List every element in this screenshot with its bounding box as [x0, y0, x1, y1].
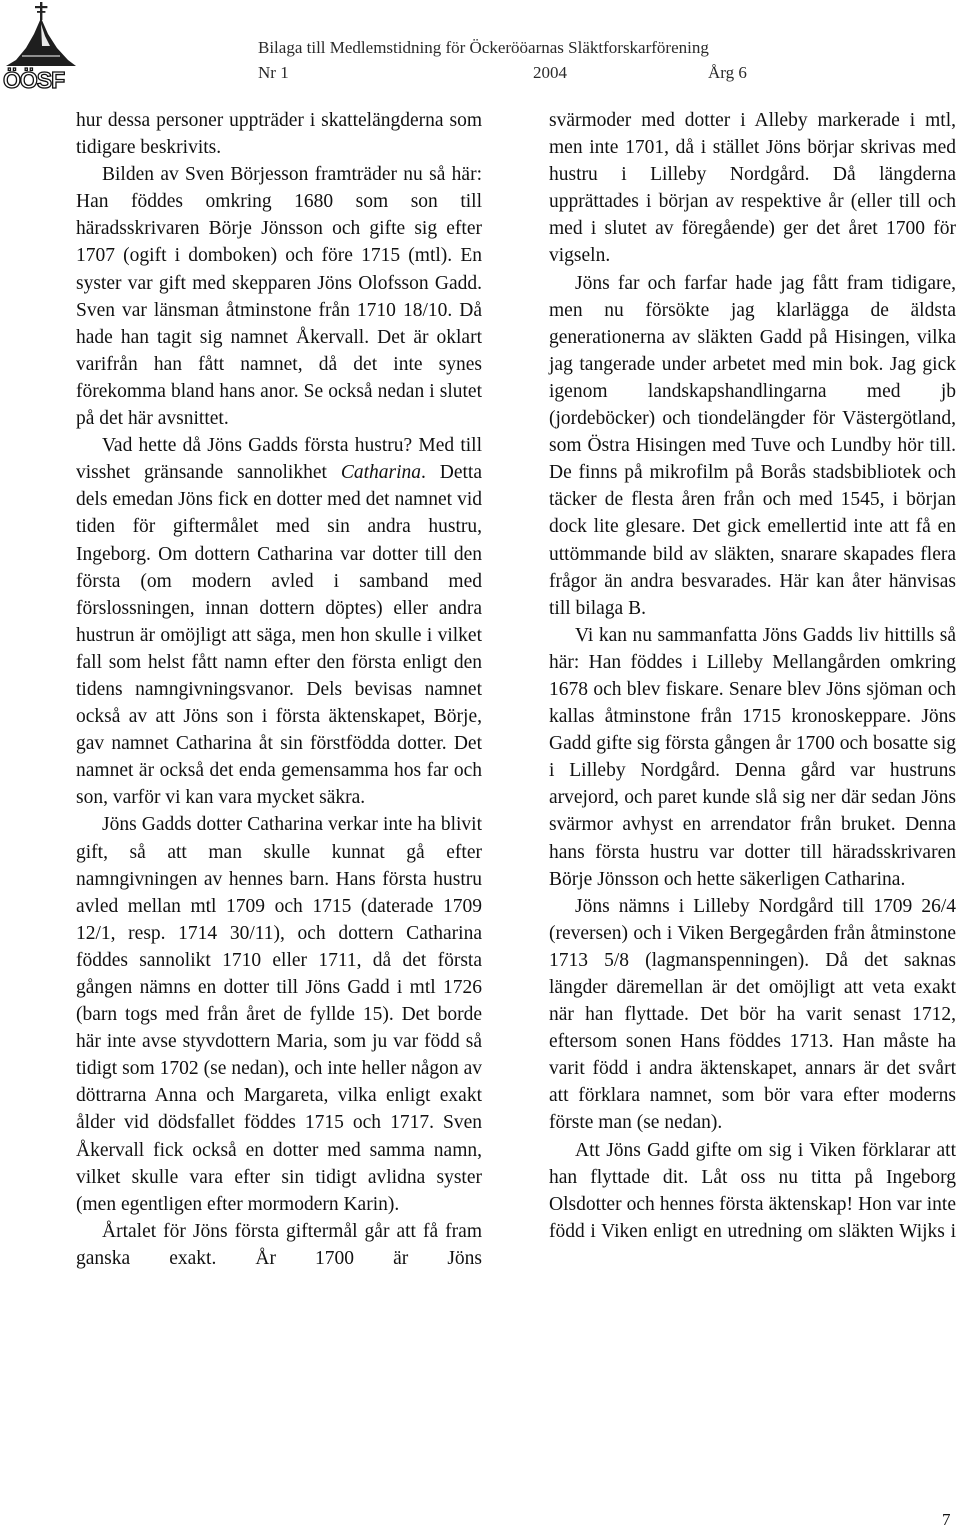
paragraph: Jöns nämns i Lilleby Nordgård till 1709 26/4 (reversen) och i Viken Bergegården från åtminstone 1713 5/8 (lagmanspenningen). Då det saknas längder däremellan är det omöjligt att veta exakt när han flyttade. Det bör ha varit senast 1712, eftersom sonen Hans föddes 1713. Han måste ha varit född i andra äktenskapet, annars är det svårt att förklara namnet, som bör vara efter moderns förste man (se nedan). — [549, 895, 956, 1134]
society-logo — [2, 0, 80, 98]
paragraph — [76, 432, 482, 811]
paragraph: Jöns far och farfar hade jag fått fram tidigare, men nu försökte jag klarlägga de äldsta generationerna av släkten Gadd på Hisingen, vilka jag tangerade under arbetet med min bok. Jag gick igenom landskapshandlingarna med jb (jordeböcker) och tiondelängder för Västergötland, som Östra Hisingen med Tuve och Lundby hör till. De finns på mikrofilm på Borås stadsbibliotek och täcker de flesta åren från och med 1545, i början dock lite glesare. Det gick emellertid inte att få en uttömmande bild av släkten, snarare skapades flera frågor än andra besvarades. Här kan åter hänvisas till bilaga B. — [549, 272, 956, 619]
left-column — [76, 107, 482, 1272]
society-logo-icon — [2, 0, 80, 98]
paragraph: Att Jöns Gadd gifte om sig i Viken förklarar att han flyttade dit. Låt oss nu titta på Ingeborg Olsdotter och hennes första äktenskap! Hon var inte född i Viken enligt en utredning om släkten Wijks i — [549, 1139, 956, 1242]
paragraph: Jöns Gadds dotter Catharina verkar inte ha blivit gift, så att man skulle kunnat gå efter namngivningen av hennes barn. Hans första hustru avled mellan mtl 1709 och 1715 (daterade 1709 12/1, resp. 1714 30/11), och dottern Catharina föddes sannolikt 1710 eller 1711, då det första gången nämns en dotter till Jöns Gadd i mtl 1726 (barn togs med från året de fyllde 15). Det borde här inte avse styvdottern Maria, som ju var född så tidigt som 1702 (se nedan), och inte heller någon av döttrarna Anna och Margareta, vilka enligt exakt ålder vid dödsfallet föddes 1715 och 1717. Sven Åkervall fick också en dotter med samma namn, vilket skulle vara efter sin tidigt avlidna syster (men egentligen efter mormodern Karin). — [76, 814, 482, 1215]
issue-number: Nr 1 — [258, 63, 289, 82]
paragraph-text: . Detta dels emedan Jöns fick en dotter med det namnet vid tiden för giftermålet med sin andra hustru, Ingeborg. Om dottern Catharina var dotter till den första (om modern avled i samband med förslossningen, innan dottern döptes) eller andra hustrun är omöjligt att säga, men hon skulle i vilket fall som helst fått namn efter den första enligt den tidens namngivningsvanor. Dels bevisas namnet också av att Jöns son i första äktenskapet, Börje, gav namnet Catharina åt sin förstfödda dotter. Det namnet är också det enda gemensamma hos far och son, varför vi kan vara mycket säkra. — [76, 462, 482, 809]
right-column — [549, 107, 956, 1245]
paragraph: hur dessa personer uppträder i skattelängderna som tidigare beskrivits. — [76, 110, 482, 159]
bulletin-title: Bilaga till Medlemstidning för Öckerööarnas Släktforskarförening — [258, 38, 709, 57]
emphasized-name: Catharina — [340, 462, 421, 484]
svg-text:ÖÖSF: ÖÖSF — [3, 67, 65, 93]
paragraph: Årtalet för Jöns första giftermål går att få fram ganska exakt. År 1700 är Jöns — [76, 1220, 482, 1269]
page-number: 7 — [942, 1510, 951, 1529]
paragraph: Vi kan nu sammanfatta Jöns Gadds liv hittills så här: Han föddes i Lilleby Mellangården omkring 1678 och blev fiskare. Senare blev Jöns sjöman och kallas åtminstone från 1715 kronoskeppare. Jöns Gadd gifte sig första gången år 1700 och bosatte sig i Lilleby Nordgård. Denna gård var hustruns arvejord, och paret kunde slå sig ner där sedan Jöns svärmor avhyst en arrendator från bruket. Denna hans första hustru var dotter till häradsskrivaren Börje Jönsson och hette säkerligen Catharina. — [549, 624, 956, 890]
volume-number: Årg 6 — [708, 63, 747, 82]
issue-year: 2004 — [533, 63, 567, 82]
paragraph: Bilden av Sven Börjesson framträder nu så här: Han föddes omkring 1680 som son till häradsskrivaren Börje Jönsson och gifte sig efter 1707 (ogift i domboken) och före 1715 (mtl). En syster var gift med skepparen Jöns Olofsson Gadd. Sven var länsman åtminstone från 1710 18/10. Då hade han tagit sig namnet Åkervall. Det är oklart varifrån han fått namnet, då det inte synes förekomma bland hans anor. Se också nedan i slutet på det här avsnittet. — [76, 164, 482, 430]
paragraph: svärmoder med dotter i Alleby markerade i mtl, men inte 1701, då i stället Jöns börjar skrivas med hustru i Lilleby Nordgård. Då längderna upprättades i början av respektive år (eller till och med i slutet av föregående) ger det året 1700 för vigseln. — [549, 110, 956, 267]
paragraph-text: Vad hette då Jöns Gadds första hustru? Med till visshet gränsande sannolikhet — [76, 435, 482, 484]
